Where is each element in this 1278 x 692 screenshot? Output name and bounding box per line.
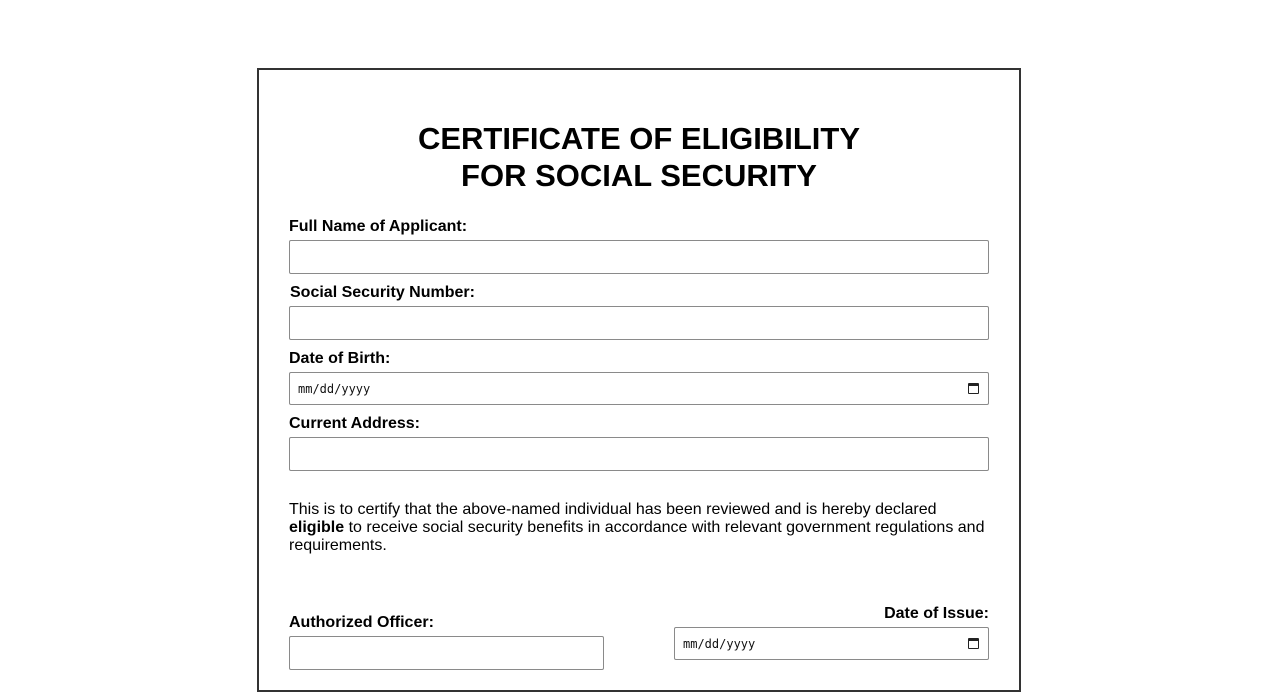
issue-date-placeholder: mm/dd/yyyy bbox=[683, 636, 756, 651]
calendar-icon[interactable] bbox=[968, 383, 979, 394]
title-line-1: CERTIFICATE OF ELIGIBILITY bbox=[417, 121, 861, 156]
date-of-issue-label: Date of Issue: bbox=[884, 605, 989, 622]
address-label: Current Address: bbox=[289, 415, 420, 432]
calendar-icon[interactable] bbox=[968, 638, 979, 649]
authorized-officer-input[interactable] bbox=[289, 636, 604, 670]
dob-label: Date of Birth: bbox=[289, 350, 391, 367]
authorized-officer-label: Authorized Officer: bbox=[289, 614, 434, 631]
title-line-2: FOR SOCIAL SECURITY bbox=[461, 158, 817, 193]
statement-part-2: to receive social security benefits in accordance with relevant government regulations and requirements. bbox=[289, 519, 985, 554]
certificate-title bbox=[259, 120, 1019, 194]
full-name-label: Full Name of Applicant: bbox=[289, 218, 468, 235]
statement-part-1: This is to certify that the above-named individual has been reviewed and is hereby declared bbox=[289, 501, 937, 518]
statement-emphasis: eligible bbox=[289, 519, 345, 536]
dob-date-input[interactable] bbox=[289, 372, 989, 405]
certificate-document bbox=[257, 68, 1021, 692]
certification-statement bbox=[289, 501, 993, 555]
ssn-input[interactable] bbox=[289, 306, 989, 340]
ssn-label: Social Security Number: bbox=[290, 284, 475, 301]
date-of-issue-input[interactable] bbox=[674, 627, 989, 660]
address-input[interactable] bbox=[289, 437, 989, 471]
dob-placeholder: mm/dd/yyyy bbox=[298, 381, 371, 396]
full-name-input[interactable] bbox=[289, 240, 989, 274]
